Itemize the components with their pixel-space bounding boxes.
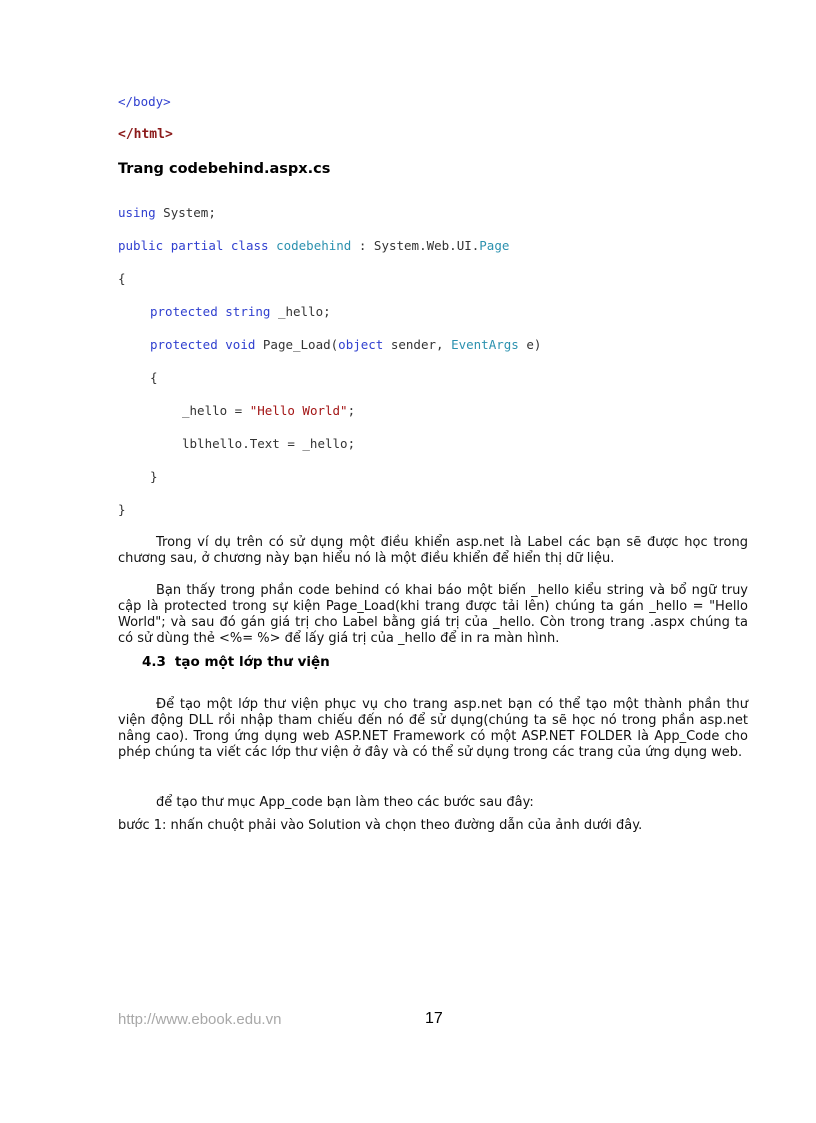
keyword: public xyxy=(118,238,164,253)
closing-body-tag: </body> xyxy=(118,94,171,109)
section-heading-4-3 xyxy=(142,654,330,670)
closing-html-tag: </html> xyxy=(118,127,173,142)
code-text: sender, xyxy=(383,337,452,352)
code-text: _hello = xyxy=(182,403,250,418)
code-text: System; xyxy=(155,205,216,220)
code-line-4 xyxy=(150,304,331,320)
code-line-8 xyxy=(182,436,355,452)
code-line-body-close xyxy=(118,94,171,110)
section-heading-codebehind: Trang codebehind.aspx.cs xyxy=(118,161,331,177)
code-text: Page_Load( xyxy=(255,337,339,352)
paragraph-step-1: bước 1: nhấn chuột phải vào Solution và chọn theo đường dẫn của ảnh dưới đây. xyxy=(118,818,643,833)
keyword: protected xyxy=(150,304,218,319)
code-text: } xyxy=(118,502,126,517)
type-name: Page xyxy=(479,238,510,253)
keyword: string xyxy=(225,304,271,319)
type-name: EventArgs xyxy=(451,337,519,352)
keyword: partial xyxy=(170,238,224,253)
paragraph-label-explanation: Trong ví dụ trên có sử dụng một điều khiển asp.net là Label các bạn sẽ được học trong chương sau, ở chương này bạn hiểu nó là một điều khiển để hiển thị dữ liệu. xyxy=(118,535,748,566)
section-number: 4.3 xyxy=(142,654,166,670)
code-line-html-close xyxy=(118,127,173,143)
keyword: protected xyxy=(150,337,218,352)
code-line-2 xyxy=(118,238,509,254)
footer-url: http://www.ebook.edu.vn xyxy=(118,1011,282,1028)
section-title: tạo một lớp thư viện xyxy=(174,654,330,670)
page-number: 17 xyxy=(425,1010,443,1027)
code-text: { xyxy=(118,271,126,286)
type-name: codebehind xyxy=(276,238,352,253)
code-text: } xyxy=(150,469,158,484)
string-literal: "Hello World" xyxy=(249,403,348,418)
paragraph-codebehind-explanation: Bạn thấy trong phần code behind có khai báo một biến _hello kiểu string và bổ ngữ truy cập là protected trong sự kiện Page_Load(khi trang được tải lên) chúng ta gán _hello = "Hello World"; và sau đó gán giá trị cho Label bằng giá trị của _hello. Còn trong trang .aspx chúng ta có sử dùng thẻ <%= %> để lấy giá trị của _hello để in ra màn hình. xyxy=(118,583,748,646)
keyword: object xyxy=(338,337,384,352)
keyword: void xyxy=(225,337,256,352)
code-text: lblhello.Text = _hello; xyxy=(182,436,356,451)
code-line-1 xyxy=(118,205,216,221)
code-text: { xyxy=(150,370,158,385)
code-text: e) xyxy=(518,337,542,352)
code-line-9 xyxy=(150,469,158,485)
paragraph-app-code-steps: để tạo thư mục App_code bạn làm theo các bước sau đây: xyxy=(156,795,534,810)
code-text: _hello; xyxy=(270,304,331,319)
code-line-10 xyxy=(118,502,126,518)
code-line-3 xyxy=(118,271,126,287)
code-text: : System.Web.UI. xyxy=(351,238,480,253)
code-text: ; xyxy=(347,403,356,418)
keyword: class xyxy=(230,238,269,253)
code-line-7 xyxy=(182,403,355,419)
code-line-6 xyxy=(150,370,158,386)
paragraph-library-intro: Để tạo một lớp thư viện phục vụ cho trang asp.net bạn có thể tạo một thành phần thư viện động DLL rồi nhập tham chiếu đến nó để sử dụng(chúng ta sẽ học nó trong phần asp.net nâng cao). Trong ứng dụng web ASP.NET Framework có một ASP.NET FOLDER là App_Code cho phép chúng ta viết các lớp thư viện ở đây và có thể sử dụng trong các trang của ứng dụng web. xyxy=(118,697,748,760)
code-line-5 xyxy=(150,337,541,353)
keyword: using xyxy=(118,205,156,220)
